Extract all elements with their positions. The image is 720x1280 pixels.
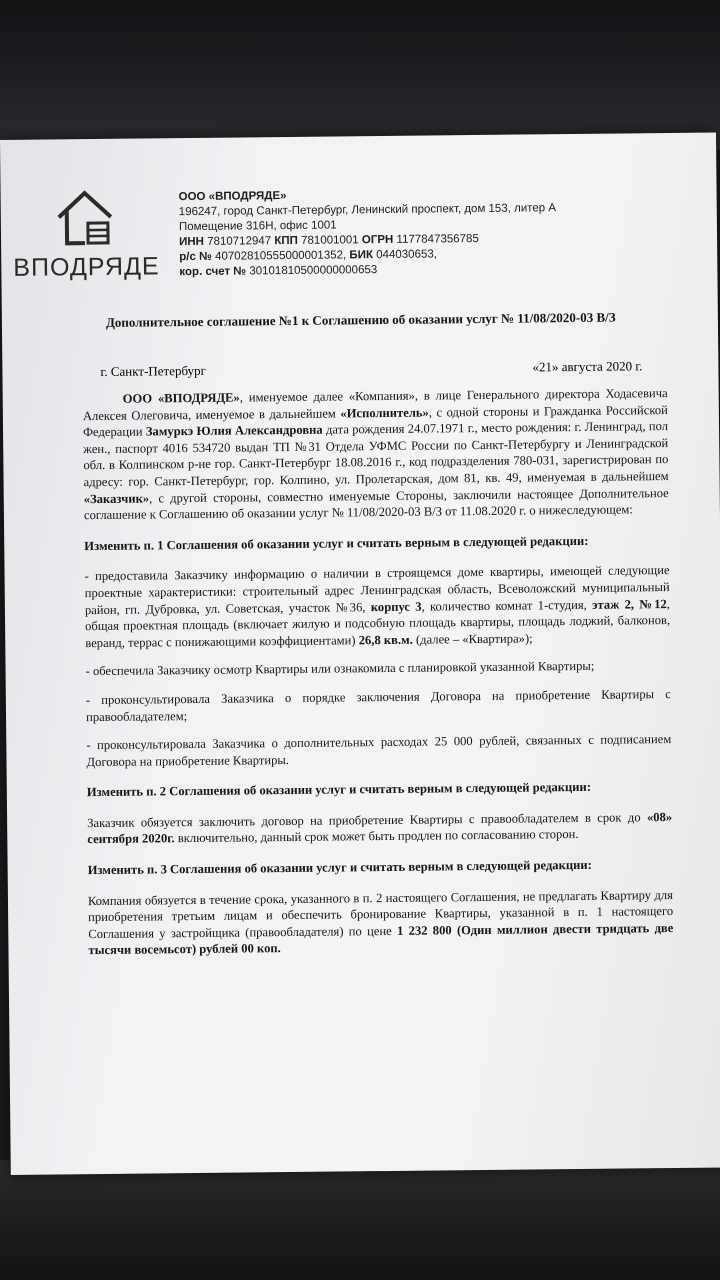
- intro-paragraph: ООО «ВПОДРЯДЕ», именуемое далее «Компания», в лице Генерального директора Ходасевича Алексея Олеговича, именуемое в дальнейшем «Исполнитель», с одной стороны и Гражданка Российской Федерации Замуркэ Юлия Александровна дата рождения 24.07.1971 г., место рождения: г. Ленинград, пол жен., паспорт 4016 534720 выдан ТП №31 Отдела УФМС России по Санкт-Петербургу и Ленинградской обл. в Колпинском р-не гор. Санкт-Петербург 18.08.2016 г., код подразделения 780-031, зарегистрирован по адресу: гор. Санкт-Петербург, гор. Колпино, ул. Пролетарская, дом 81, кв. 49, именуемая в дальнейшем «Заказчик», с другой стороны, совместно именуемые Стороны, заключили настоящее Дополнительное соглашение к Соглашению об оказании услуг № 11/08/2020-03 В/З от 11.08.2020 г. о нижеследующем:: [82, 386, 669, 523]
- background-bottom: [0, 1160, 720, 1280]
- document-body: [83, 385, 674, 971]
- section-1-header: Изменить п. 1 Соглашения об оказании услуг и считать верным в следующей редакции:: [84, 533, 589, 553]
- document-date: «21» августа 2020 г.: [532, 358, 643, 375]
- document-sheet: [0, 133, 720, 1175]
- company-corr-account: кор. счет № 30101810500000000653: [179, 264, 378, 279]
- company-requisites: [179, 186, 557, 280]
- section-2-text: Заказчик обязуется заключить договор на приобретение Квартиры с правообладателем в срок до «08» сентября 2020г. включительно, данный срок может быть продлен по согласованию сторон.: [87, 809, 673, 847]
- section-2-header: Изменить п. 2 Соглашения об оказании услуг и считать верным в следующей редакции:: [86, 780, 592, 800]
- company-bank: р/с № 40702810555000001352, БИК 044030653,: [179, 248, 437, 264]
- background-top: [0, 0, 720, 150]
- house-icon: [54, 187, 115, 250]
- company-address-2: Помещение 316Н, офис 1001: [178, 219, 337, 234]
- company-logo: [13, 186, 164, 298]
- section-1-item-3: - проконсультировала Заказчика о порядке заключения Договора на приобретение Квартиры с правообладателем;: [85, 686, 671, 724]
- company-ids: ИНН 7810712947 КПП 781001001 ОГРН 1177847356785: [179, 232, 479, 249]
- document-city: г. Санкт-Петербург: [100, 362, 206, 379]
- section-3-text: Компания обязуется в течение срока, указанного в п. 2 настоящего Соглашения, не предлагать Квартиру для приобретения третьим лицам и обеспечить бронирование Квартиры, указанной в п. 1 настоящего Соглашения у застройщика (правообладателя) по цене 1 232 800 (Один миллион двести тридцать две тысячи восемьсот) рублей 00 коп.: [87, 887, 674, 958]
- section-1-item-1: - предоставила Заказчику информацию о наличии в строящемся доме квартиры, имеющей следующие проектные характеристики: строительный адрес Ленинградская область, Всеволожский муниципальный район, гп. Дубровка, ул. Советская, участок №36, корпус 3, количество комнат 1-студия, этаж 2, №12, общая проектная площадь (включает жилую и подсобную площадь квартиры, площадь лоджий, балконов, веранд, террас с понижающими коэффициентами) 26,8 кв.м. (далее – «Квартира»);: [84, 563, 671, 650]
- document-title: Дополнительное соглашение №1 к Соглашению об оказании услуг № 11/08/2020-03 В/З: [105, 309, 616, 330]
- section-1-item-2: - обеспечила Заказчику осмотр Квартиры или ознакомила с планировкой указанной Квартиры;: [85, 659, 595, 679]
- section-3-header: Изменить п. 3 Соглашения об оказании услуг и считать верным в следующей редакции:: [87, 857, 592, 878]
- section-1-item-4: - проконсультировала Заказчика о дополнительных расходах 25 000 рублей, связанных с подписанием Договора на приобретение Квартиры.: [86, 732, 672, 769]
- company-name: ООО «ВПОДРЯДЕ»: [178, 190, 287, 204]
- company-address-1: 196247, город Санкт-Петербург, Ленинский проспект, дом 153, литер А: [178, 202, 557, 219]
- logo-wordmark: ВПОДРЯДЕ: [13, 252, 160, 282]
